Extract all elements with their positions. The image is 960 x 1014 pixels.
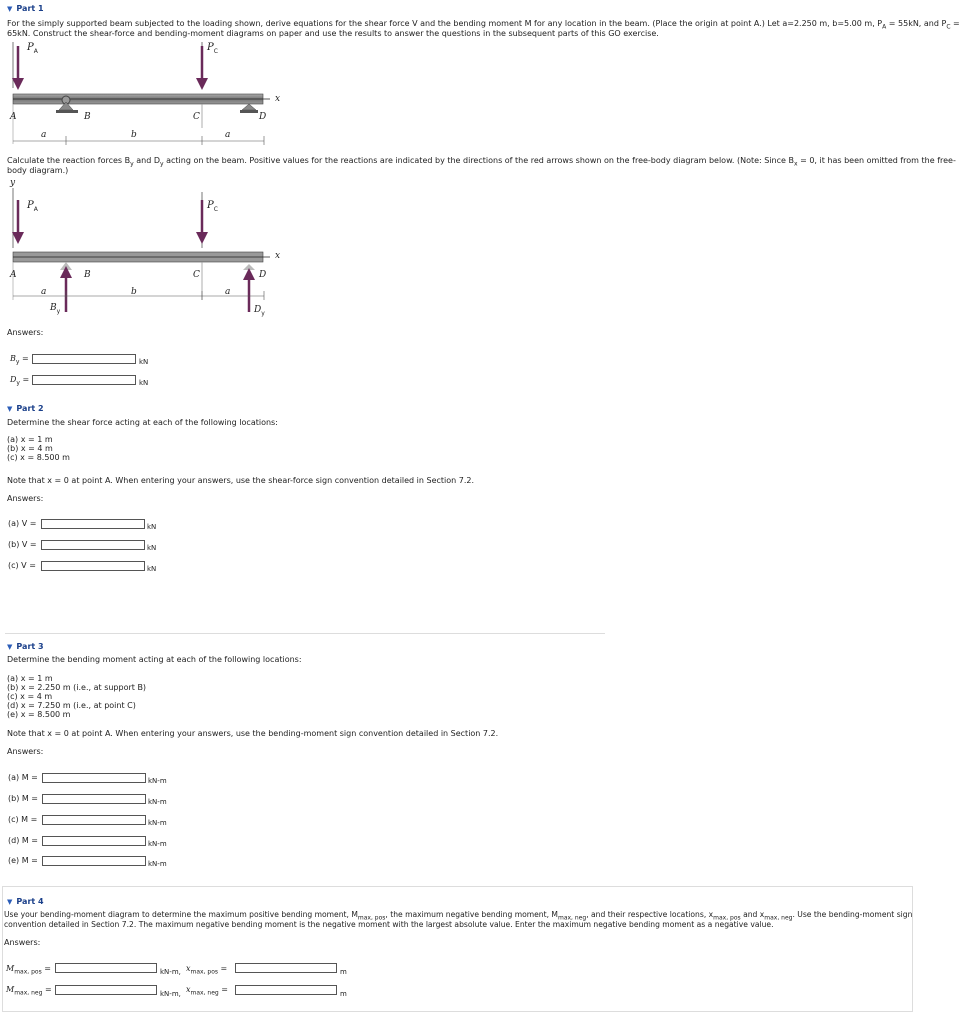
mmax-pos-unit: kN-m, xyxy=(160,968,181,976)
part4-answers-label: Answers: xyxy=(4,938,41,947)
part1-calc-line2: body diagram.) xyxy=(7,166,69,175)
label-c-point: C xyxy=(193,112,200,122)
by-label: $B_y$ = xyxy=(10,354,29,366)
m-c-label: (c) M = xyxy=(8,815,38,824)
m-b-input[interactable] xyxy=(42,794,146,804)
fbd-label-pc: $P_C$ xyxy=(207,200,218,213)
part2-answers-label: Answers: xyxy=(7,494,44,503)
xmax-pos-label: $x_{max, pos}$ = xyxy=(186,964,228,976)
fbd-label-dy: $D_y$ xyxy=(254,305,265,317)
part3-note: Note that x = 0 at point A. When entering your answers, use the bending-moment sign convention detailed in Section 7.2. xyxy=(7,729,499,738)
part3-answers-label: Answers: xyxy=(7,747,44,756)
label-pc: $P_C$ xyxy=(207,42,218,55)
mmax-pos-input[interactable] xyxy=(55,963,157,973)
part4-title[interactable]: ▼ Part 4 xyxy=(7,897,44,906)
label-b-point: B xyxy=(84,112,91,122)
fbd-label-by: $B_y$ xyxy=(50,303,61,315)
part1-intro: For the simply supported beam subjected to the loading shown, derive equations for the shear force V and the bending moment M for any location in the beam. (Place the origin at point A.) Let a=2.250 m, b=5.00 m, $P_A = 55kN$, and $P_C$ = xyxy=(7,19,960,31)
xmax-neg-label: $x_{max, neg}$ = xyxy=(186,985,228,997)
m-a-label: (a) M = xyxy=(8,773,38,782)
part-separator xyxy=(5,633,605,634)
by-input[interactable] xyxy=(32,354,136,364)
xmax-neg-input[interactable] xyxy=(235,985,337,995)
m-e-input[interactable] xyxy=(42,856,146,866)
label-dim-a1: a xyxy=(41,130,47,140)
roller-support-d xyxy=(240,104,258,113)
label-x: x xyxy=(275,94,281,104)
v-c-unit: kN xyxy=(147,565,157,573)
fbd-label-dim-a1: a xyxy=(41,287,47,297)
m-b-unit: kN-m xyxy=(148,798,167,806)
m-a-input[interactable] xyxy=(42,773,146,783)
dy-label: $D_y$ = xyxy=(10,375,30,387)
fbd-load-arrow-pa xyxy=(12,200,24,244)
fbd-label-dim-a2: a xyxy=(225,287,231,297)
collapse-triangle-icon[interactable]: ▼ xyxy=(7,643,13,651)
part2-prompt: Determine the shear force acting at each of the following locations: xyxy=(7,418,278,427)
part3-title[interactable]: ▼ Part 3 xyxy=(7,642,44,651)
part3-prompt: Determine the bending moment acting at each of the following locations: xyxy=(7,655,302,664)
fbd-label-d-point: D xyxy=(259,270,267,280)
label-d-point: D xyxy=(259,112,267,122)
part2-locations: (a) x = 1 m (b) x = 4 m (c) x = 8.500 m xyxy=(7,435,70,462)
label-y: y xyxy=(10,178,16,188)
v-c-label: (c) V = xyxy=(8,561,36,570)
collapse-triangle-icon[interactable]: ▼ xyxy=(7,5,13,13)
fbd-label-x: x xyxy=(275,251,281,261)
mmax-neg-label: $M_{max, neg}$ = xyxy=(6,985,52,997)
m-e-label: (e) M = xyxy=(8,856,38,865)
v-a-label: (a) V = xyxy=(8,519,37,528)
v-b-unit: kN xyxy=(147,544,157,552)
part3-locations: (a) x = 1 m (b) x = 2.250 m (i.e., at support B) (c) x = 4 m (d) x = 7.250 m (i.e., at point C) (e) x = 8.500 m xyxy=(7,674,147,719)
part1-calc: Calculate the reaction forces $B_y$ and $D_y$ acting on the beam. Positive values for the reactions are indicated by the directions of the red arrows shown on the free-body diagram below. (Note: Since $B_x = 0$, it has been omitted from the free- xyxy=(7,156,956,168)
reaction-arrow-by xyxy=(60,266,72,312)
m-d-unit: kN-m xyxy=(148,840,167,848)
xmax-neg-unit: m xyxy=(340,990,347,998)
label-a-point: A xyxy=(10,112,17,122)
fbd-label-c-point: C xyxy=(193,270,200,280)
load-arrow-pa xyxy=(12,46,24,90)
v-a-input[interactable] xyxy=(41,519,145,529)
mmax-pos-label: $M_{max, pos}$ = xyxy=(6,964,51,976)
part4-line1: Use your bending-moment diagram to determine the maximum positive bending moment, $M_{max, pos}$, the maximum negative bending moment, $M_{max, neg}$, and their respective locations, $x_{max, pos}$ and $x_{max, neg}$. Use the bending-moment sign xyxy=(4,910,913,922)
m-c-input[interactable] xyxy=(42,815,146,825)
fbd-label-b-point: B xyxy=(84,270,91,280)
part2-note: Note that x = 0 at point A. When entering your answers, use the shear-force sign convention detailed in Section 7.2. xyxy=(7,476,475,485)
v-b-label: (b) V = xyxy=(8,540,37,549)
m-a-unit: kN-m xyxy=(148,777,167,785)
label-pa: $P_A$ xyxy=(27,42,38,55)
dy-unit: kN xyxy=(139,379,149,387)
m-e-unit: kN-m xyxy=(148,860,167,868)
collapse-triangle-icon[interactable]: ▼ xyxy=(7,405,13,413)
fbd-label-pa: $P_A$ xyxy=(27,200,38,213)
by-unit: kN xyxy=(139,358,149,366)
part1-title[interactable]: ▼ Part 1 xyxy=(7,4,44,13)
fbd-label-dim-b: b xyxy=(131,287,137,297)
v-b-input[interactable] xyxy=(41,540,145,550)
label-dim-b: b xyxy=(131,130,137,140)
m-c-unit: kN-m xyxy=(148,819,167,827)
part2-title[interactable]: ▼ Part 2 xyxy=(7,404,44,413)
part1-answers-label: Answers: xyxy=(7,328,44,337)
xmax-pos-unit: m xyxy=(340,968,347,976)
m-d-input[interactable] xyxy=(42,836,146,846)
m-b-label: (b) M = xyxy=(8,794,39,803)
v-a-unit: kN xyxy=(147,523,157,531)
m-d-label: (d) M = xyxy=(8,836,39,845)
fbd-label-a-point: A xyxy=(10,270,17,280)
mmax-neg-input[interactable] xyxy=(55,985,157,995)
xmax-pos-input[interactable] xyxy=(235,963,337,973)
part1-intro-line2: 65kN. Construct the shear-force and bending-moment diagrams on paper and use the results to answer the questions in the subsequent parts of this GO exercise. xyxy=(7,29,659,38)
label-dim-a2: a xyxy=(225,130,231,140)
mmax-neg-unit: kN-m, xyxy=(160,990,181,998)
v-c-input[interactable] xyxy=(41,561,145,571)
collapse-triangle-icon[interactable]: ▼ xyxy=(7,898,13,906)
part4-line2: convention detailed in Section 7.2. The maximum negative bending moment is the negative moment with the largest absolute value. Enter the maximum negative bending moment as a negative value. xyxy=(4,920,774,929)
dy-input[interactable] xyxy=(32,375,136,385)
